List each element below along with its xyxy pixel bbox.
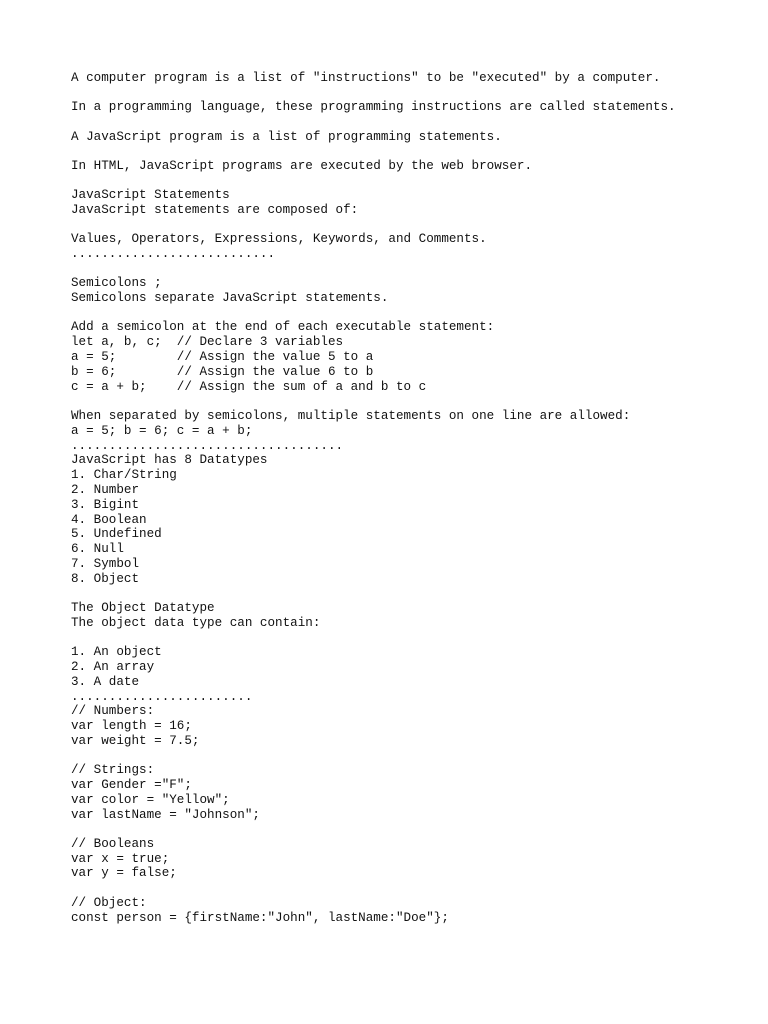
text-block (71, 276, 751, 306)
text-line: .................................... (71, 438, 344, 453)
text-line: 4. Boolean (71, 512, 147, 527)
text-line: a = 5; // Assign the value 5 to a (71, 350, 374, 365)
text-line: Add a semicolon at the end of each executable statement: (71, 320, 495, 335)
paragraph-gap (71, 631, 751, 646)
text-line: JavaScript Statements (71, 188, 230, 203)
text-line: JavaScript statements are composed of: (71, 202, 359, 217)
paragraph-gap (71, 587, 751, 602)
text-block (71, 188, 751, 218)
text-line: In HTML, JavaScript programs are executed by the web browser. (71, 158, 533, 173)
text-block (71, 320, 751, 394)
text-line: 2. Number (71, 482, 140, 497)
text-line: 5. Undefined (71, 527, 162, 542)
paragraph-gap (71, 749, 751, 764)
text-line: // Numbers: (71, 704, 155, 719)
paragraph-gap (71, 394, 751, 409)
paragraph-gap (71, 262, 751, 277)
text-line: Values, Operators, Expressions, Keywords, and Comments. (71, 232, 487, 247)
text-line: let a, b, c; // Declare 3 variables (71, 335, 344, 350)
text-line: ........................ (71, 689, 253, 704)
text-line: var weight = 7.5; (71, 733, 200, 748)
text-block (71, 130, 751, 145)
text-block (71, 601, 751, 631)
text-line: var Gender ="F"; (71, 777, 192, 792)
text-line: var x = true; (71, 851, 170, 866)
text-line: 3. Bigint (71, 497, 140, 512)
text-line: a = 5; b = 6; c = a + b; (71, 423, 253, 438)
paragraph-gap (71, 144, 751, 159)
paragraph-gap (71, 822, 751, 837)
text-line: ........................... (71, 247, 276, 262)
text-block (71, 645, 751, 749)
paragraph-gap (71, 306, 751, 321)
text-line: The Object Datatype (71, 601, 215, 616)
text-block (71, 763, 751, 822)
text-line: Semicolons separate JavaScript statements. (71, 291, 389, 306)
text-line: var y = false; (71, 866, 177, 881)
paragraph-gap (71, 881, 751, 896)
text-line: b = 6; // Assign the value 6 to b (71, 364, 374, 379)
text-line: A JavaScript program is a list of programming statements. (71, 129, 502, 144)
document-page (71, 71, 751, 925)
text-line: 8. Object (71, 571, 140, 586)
paragraph-gap (71, 86, 751, 101)
text-block (71, 896, 751, 926)
text-line: const person = {firstName:"John", lastName:"Doe"}; (71, 910, 449, 925)
text-line: JavaScript has 8 Datatypes (71, 453, 268, 468)
text-line: var color = "Yellow"; (71, 792, 230, 807)
text-block (71, 837, 751, 881)
text-line: A computer program is a list of "instructions" to be "executed" by a computer. (71, 71, 661, 85)
text-line: The object data type can contain: (71, 615, 321, 630)
text-line: var length = 16; (71, 719, 192, 734)
text-block (71, 159, 751, 174)
text-line: 3. A date (71, 674, 140, 689)
text-line: Semicolons ; (71, 276, 162, 291)
text-line: 1. Char/String (71, 468, 177, 483)
text-line: // Strings: (71, 763, 155, 778)
text-line: 7. Symbol (71, 556, 140, 571)
text-line: 6. Null (71, 542, 124, 557)
text-block (71, 71, 751, 86)
text-block (71, 100, 751, 115)
text-line: In a programming language, these programming instructions are called statements. (71, 100, 676, 115)
text-block (71, 232, 751, 262)
paragraph-gap (71, 174, 751, 189)
paragraph-gap (71, 218, 751, 233)
text-line: c = a + b; // Assign the sum of a and b to c (71, 379, 427, 394)
text-line: 1. An object (71, 645, 162, 660)
text-block (71, 409, 751, 587)
text-line: 2. An array (71, 659, 155, 674)
text-line: When separated by semicolons, multiple statements on one line are allowed: (71, 408, 631, 423)
paragraph-gap (71, 115, 751, 130)
text-line: // Booleans (71, 836, 155, 851)
text-line: var lastName = "Johnson"; (71, 807, 260, 822)
text-line: // Object: (71, 895, 147, 910)
